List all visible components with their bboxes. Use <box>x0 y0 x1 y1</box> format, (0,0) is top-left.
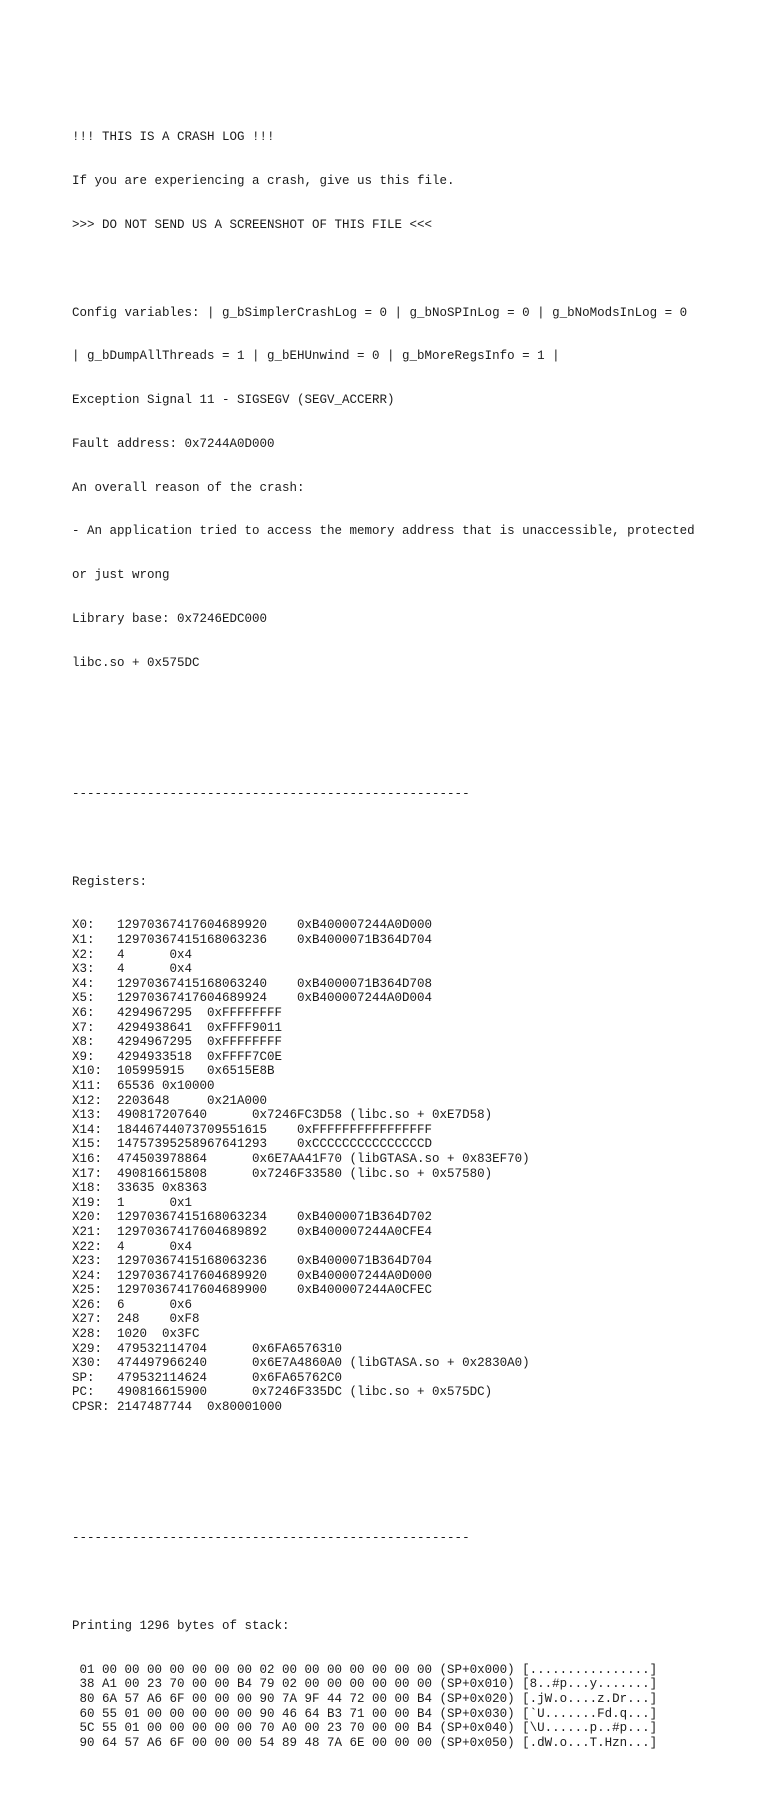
exception-signal-line: Exception Signal 11 - SIGSEGV (SEGV_ACCERR) <box>72 393 395 408</box>
register-row: X19: 1 0x1 <box>72 1195 193 1210</box>
register-row: X25: 12970367417604689900 0xB400007244A0CFEC <box>72 1283 433 1298</box>
crash-reason-line: - An application tried to access the memory address that is unaccessible, protected <box>72 524 695 539</box>
register-row: X27: 248 0xF8 <box>72 1312 200 1327</box>
separator-line: ----------------------------------------------------- <box>72 1531 470 1546</box>
register-row: X9: 4294933518 0xFFFF7C0E <box>72 1049 283 1064</box>
registers-title: Registers: <box>72 874 148 889</box>
register-row: X2: 4 0x4 <box>72 947 193 962</box>
register-row: X0: 12970367417604689920 0xB400007244A0D000 <box>72 918 433 933</box>
register-row: X17: 490816615808 0x7246F33580 (libc.so + 0x57580) <box>72 1166 493 1181</box>
register-row: X22: 4 0x4 <box>72 1239 193 1254</box>
register-row: X29: 479532114704 0x6FA6576310 <box>72 1341 343 1356</box>
register-row: X21: 12970367417604689892 0xB400007244A0CFE4 <box>72 1224 433 1239</box>
stack-dump-row: 90 64 57 A6 6F 00 00 00 54 89 48 7A 6E 00 00 00 (SP+0x050) [.dW.o...T.Hzn...] <box>72 1735 658 1750</box>
blank-line <box>72 1488 732 1503</box>
register-row: X15: 14757395258967641293 0xCCCCCCCCCCCCCCCD <box>72 1137 433 1152</box>
log-title-line: !!! THIS IS A CRASH LOG !!! <box>72 130 275 145</box>
separator-line: ----------------------------------------------------- <box>72 787 470 802</box>
register-row: X26: 6 0x6 <box>72 1297 193 1312</box>
register-row: X11: 65536 0x10000 <box>72 1078 215 1093</box>
blank-line <box>72 262 732 277</box>
register-row: X24: 12970367417604689920 0xB400007244A0D000 <box>72 1268 433 1283</box>
stack-dump-row: 01 00 00 00 00 00 00 00 02 00 00 00 00 00 00 00 (SP+0x000) [................] <box>72 1662 658 1677</box>
registers-list <box>72 918 732 1414</box>
register-row: X10: 105995915 0x6515E8B <box>72 1064 275 1079</box>
log-warning-line: >>> DO NOT SEND US A SCREENSHOT OF THIS FILE <<< <box>72 217 433 232</box>
registers-section <box>72 845 732 1443</box>
register-row: X7: 4294938641 0xFFFF9011 <box>72 1020 283 1035</box>
log-instruction-line: If you are experiencing a crash, give us this file. <box>72 174 455 189</box>
register-row: X1: 12970367415168063236 0xB4000071B364D704 <box>72 933 433 948</box>
crash-log-document <box>72 72 732 1794</box>
register-row: SP: 479532114624 0x6FA65762C0 <box>72 1370 343 1385</box>
register-row: X4: 12970367415168063240 0xB4000071B364D708 <box>72 976 433 991</box>
register-row: X23: 12970367415168063236 0xB4000071B364D704 <box>72 1254 433 1269</box>
crash-reason-title: An overall reason of the crash: <box>72 480 305 495</box>
stack-dump-row: 60 55 01 00 00 00 00 00 90 46 64 B3 71 00 00 B4 (SP+0x030) [`U.......Fd.q...] <box>72 1706 658 1721</box>
log-header <box>72 101 732 743</box>
stack-title: Printing 1296 bytes of stack: <box>72 1618 290 1633</box>
register-row: X3: 4 0x4 <box>72 962 193 977</box>
stack-dump-list <box>72 1663 732 1751</box>
crash-location-line: libc.so + 0x575DC <box>72 655 200 670</box>
stack-dump-row: 5C 55 01 00 00 00 00 00 70 A0 00 23 70 00 00 B4 (SP+0x040) [\U......p..#p...] <box>72 1721 658 1736</box>
register-row: X6: 4294967295 0xFFFFFFFF <box>72 1006 283 1020</box>
register-row: X18: 33635 0x8363 <box>72 1181 208 1196</box>
blank-line <box>72 700 732 715</box>
register-row: CPSR: 2147487744 0x80001000 <box>72 1400 283 1415</box>
register-row: X12: 2203648 0x21A000 <box>72 1093 268 1108</box>
register-row: X20: 12970367415168063234 0xB4000071B364D702 <box>72 1210 433 1225</box>
register-row: X28: 1020 0x3FC <box>72 1327 200 1342</box>
stack-dump-row: 38 A1 00 23 70 00 00 B4 79 02 00 00 00 00 00 00 (SP+0x010) [8..#p...y.......] <box>72 1677 658 1692</box>
register-row: X13: 490817207640 0x7246FC3D58 (libc.so + 0xE7D58) <box>72 1108 493 1123</box>
register-row: X5: 12970367417604689924 0xB400007244A0D004 <box>72 991 433 1006</box>
library-base-line: Library base: 0x7246EDC000 <box>72 611 268 626</box>
fault-address-line: Fault address: 0x7244A0D000 <box>72 436 275 451</box>
stack-dump-row: 80 6A 57 A6 6F 00 00 00 90 7A 9F 44 72 00 00 B4 (SP+0x020) [.jW.o....z.Dr...] <box>72 1691 658 1706</box>
register-row: X30: 474497966240 0x6E7A4860A0 (libGTASA.so + 0x2830A0) <box>72 1356 530 1371</box>
config-variables-line: Config variables: | g_bSimplerCrashLog = 0 | g_bNoSPInLog = 0 | g_bNoModsInLog = 0 <box>72 305 688 320</box>
register-row: X8: 4294967295 0xFFFFFFFF <box>72 1035 283 1050</box>
config-variables-line: | g_bDumpAllThreads = 1 | g_bEHUnwind = 0 | g_bMoreRegsInfo = 1 | <box>72 349 560 364</box>
crash-reason-line: or just wrong <box>72 568 170 583</box>
stack-section <box>72 1590 732 1780</box>
register-row: PC: 490816615900 0x7246F335DC (libc.so + 0x575DC) <box>72 1385 493 1400</box>
register-row: X16: 474503978864 0x6E7AA41F70 (libGTASA.so + 0x83EF70) <box>72 1151 530 1166</box>
register-row: X14: 18446744073709551615 0xFFFFFFFFFFFFFFFF <box>72 1122 433 1137</box>
